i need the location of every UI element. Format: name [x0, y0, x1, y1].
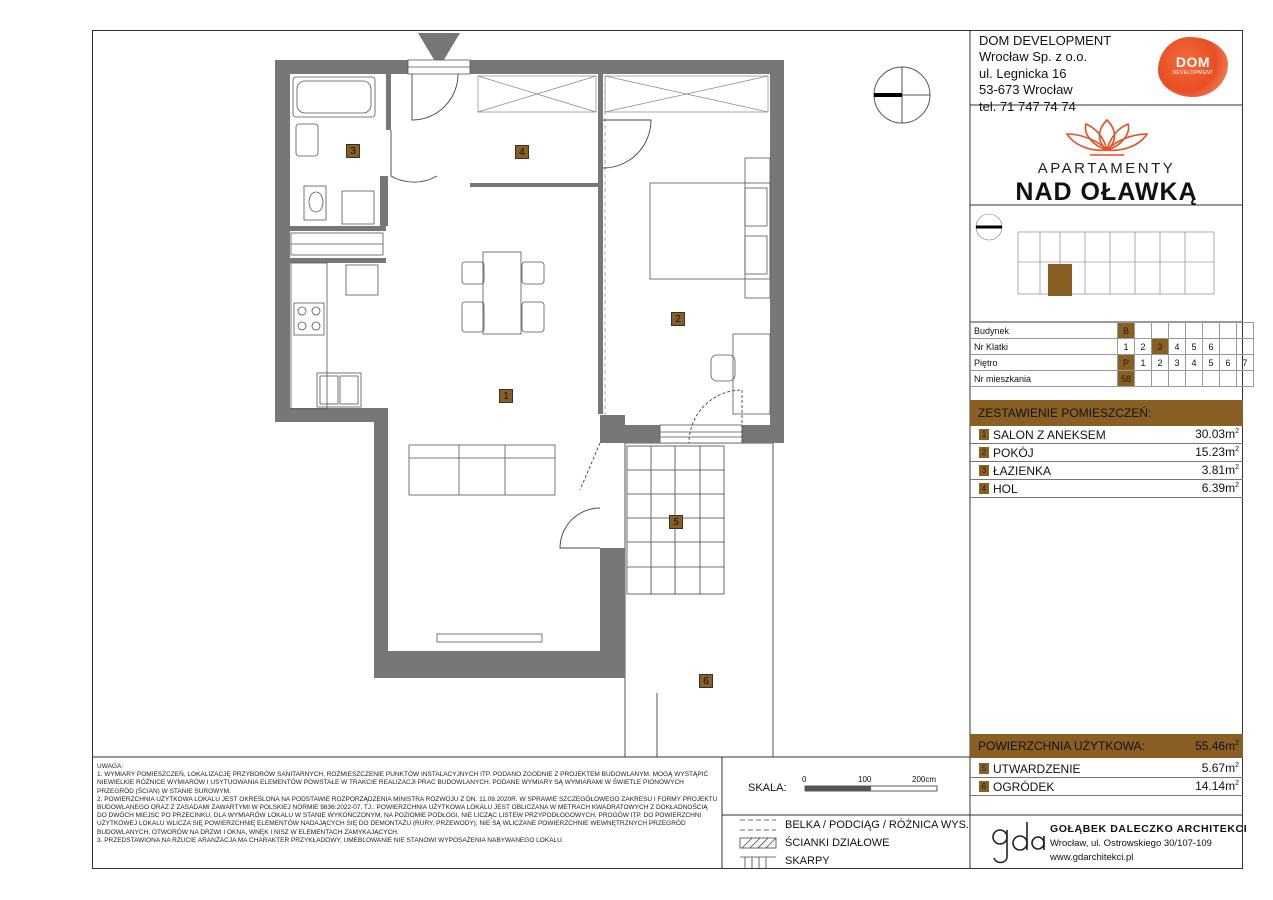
usable-area-label: POWIERZCHNIA UŻYTKOWA: — [978, 739, 1145, 753]
pietro-5: 5 — [1203, 355, 1220, 371]
pietro-p: P — [1118, 355, 1135, 371]
legend-slope: SKARPY — [785, 855, 830, 867]
room-row-3[interactable]: 3 ŁAZIENKA $3.81m^2$ — [970, 462, 1243, 480]
note-2: 2. POWIERZCHNIA UŻYTKOWA LOKALU JEST OKREŚLONA NA PODSTAWIE ROZPORZĄDZENIA MINISTRA ROZWOJU Z DN. 11.09.2020R. W SPRAWIE SZCZEGÓŁOWEGO ZAKRESU I FORMY PROJEKTU BUDOWLANEGO ORAZ Z ZASADAMI ZAWARTYMI W POLSKIEJ NORMIE 9836:2022-07, TJ.: POWIERZCHNIA UŻYTKOWA LOKALU JEST OBLICZANA W METRACH KWADRATOWYCH Z DOKŁADNOŚCIĄ DO DWÓCH MIEJSC PO PRZECINKU, DLA WYMIARÓW LOKALU W STANIE WYKOŃCZONYM, NA POZIOMIE PODŁOGI, NIE LICZĄC LISTEW PRZYPODŁOGOWYCH, PROGÓW ITP. DO POWIERZCHNI UŻYTKOWEJ LOKALU WLICZA SIĘ POWIERZCHNIĘ ELEMENTÓW NADAJĄCYCH SIĘ DO DEMONTAŻU (RURY, PRZEWODY), NIE SĄ WLICZANE POWIERZCHNIE WEWNĘTRZNYCH PRZEGRÓD BUDOWLANYCH, OTWORÓW NA DRZWI I OKNA, WNĘK I NISZ W ELEMENTACH ZAMYKAJĄCYCH. — [97, 795, 718, 836]
extra-area: 5.67m — [1201, 761, 1236, 775]
company-line2: Wrocław Sp. z o.o. — [979, 49, 1088, 65]
legend-partition: ŚCIANKI DZIAŁOWE — [785, 837, 890, 849]
room-num: 4 — [979, 483, 989, 494]
rooms-header-label: ZESTAWIENIE POMIESZCZEŃ: — [978, 406, 1152, 420]
room-tag-6[interactable]: 6 — [699, 674, 713, 688]
scale-tick-100: 100 — [858, 775, 872, 784]
company-street: ul. Legnicka 16 — [979, 65, 1067, 81]
klatka-1: 1 — [1118, 339, 1135, 355]
room-row-2[interactable]: 2 POKÓJ $15.23m^2$ — [970, 444, 1243, 462]
pietro-7: 7 — [1237, 355, 1254, 371]
room-tag-2[interactable]: 2 — [671, 312, 685, 326]
room-area: 6.39m — [1201, 481, 1236, 495]
extra-num: 6 — [979, 781, 989, 792]
room-num: 3 — [979, 465, 989, 476]
sofa — [409, 445, 555, 495]
legend-symbols — [740, 820, 776, 868]
klatka-6: 6 — [1203, 339, 1220, 355]
pietro-4: 4 — [1186, 355, 1203, 371]
room-row-1[interactable]: 1 SALON Z ANEKSEM $30.03m^2$ — [970, 426, 1243, 444]
garden-outline — [625, 443, 773, 757]
room-name: ŁAZIENKA — [993, 464, 1052, 478]
project-name-line2: NAD OŁAWKĄ — [1015, 178, 1198, 206]
logo-subtext: DEVELOPMENT — [1172, 70, 1214, 76]
usable-area-header: POWIERZCHNIA UŻYTKOWA: $55.46m^2$ — [970, 734, 1243, 758]
room-area: 30.03m — [1195, 427, 1236, 441]
pietro-1: 1 — [1135, 355, 1152, 371]
room-name: SALON Z ANEKSEM — [993, 428, 1106, 442]
extra-row-5[interactable]: 5 UTWARDZENIE $5.67m^2$ — [970, 760, 1243, 778]
dom-development-logo — [1158, 37, 1228, 97]
note-1: 1. WYMIARY POMIESZCZEŃ, LOKALIZACJĘ PRZYBORÓW SANITARNYCH, ROZMIESZCZENIE PUNKTÓW INSTALACYJNYCH ITP. PODANO ZGODNIE Z PROJEKTEM BUDOWLANYM. MOGĄ WYSTĄPIĆ NIEWIELKIE RÓŻNICE WYMIARÓW I USYTUOWANIA ELEMENTÓW POWSTAŁE W TRAKCIE REALIZACJI PRAC BUDOWLANYCH. PODANE WYMIARY SĄ WYMIARAMI W ŚWIETLE PIONOWYCH PRZEGRÓD (ŚCIAN) W STANIE SUROWYM. — [97, 771, 709, 795]
klatka-2: 2 — [1135, 339, 1152, 355]
compass — [874, 67, 930, 123]
lotus-logo-icon — [1067, 120, 1147, 155]
notes-block — [97, 763, 719, 845]
logo-text: DOM — [1175, 54, 1211, 70]
room-tag-5[interactable]: 5 — [669, 515, 683, 529]
notes-title: UWAGA: — [97, 763, 124, 770]
room-num: 2 — [979, 447, 989, 458]
gda-logo-icon — [993, 822, 1044, 863]
kitchen-fixtures — [291, 263, 378, 409]
company-address — [979, 33, 1111, 115]
scale-bar — [805, 786, 937, 791]
pietro-3: 3 — [1169, 355, 1186, 371]
location-table — [970, 322, 1254, 387]
extra-area: 14.14m — [1195, 779, 1236, 793]
extra-name: UTWARDZENIE — [993, 762, 1081, 776]
company-name: DOM DEVELOPMENT — [979, 33, 1112, 48]
architect-website[interactable]: www.gdarchitekci.pl — [1050, 852, 1134, 863]
architect-name: GOŁĄBEK DALECZKO ARCHITEKCI — [1050, 823, 1248, 835]
scale-tick-200: 200cm — [912, 775, 937, 784]
room-area: 3.81m — [1201, 463, 1236, 477]
pietro-label: Piętro — [970, 355, 1118, 371]
pietro-6: 6 — [1220, 355, 1237, 371]
bedroom-furniture — [650, 158, 770, 414]
scale-tick-0: 0 — [802, 775, 807, 784]
room-area: 15.23m — [1195, 445, 1236, 459]
room-tag-3[interactable]: 3 — [346, 144, 360, 158]
room-tag-4[interactable]: 4 — [515, 145, 529, 159]
klatka-label: Nr Klatki — [970, 339, 1118, 355]
scale-label: SKALA: — [748, 782, 787, 794]
mieszkanie-value: 58 — [1118, 371, 1135, 387]
legend-beam: BELKA / PODCIĄG / RÓŻNICA WYS. — [785, 819, 969, 831]
room-row-4[interactable]: 4 HOL $6.39m^2$ — [970, 480, 1243, 498]
klatka-4: 4 — [1169, 339, 1186, 355]
budynek-label: Budynek — [970, 323, 1118, 339]
room-num: 1 — [979, 429, 989, 440]
budynek-value: B — [1118, 323, 1135, 339]
mieszkanie-label: Nr mieszkania — [970, 371, 1118, 387]
company-city: 53-673 Wrocław — [979, 82, 1073, 98]
rooms-header — [970, 400, 1243, 426]
room-name: POKÓJ — [993, 446, 1034, 460]
room-name: HOL — [993, 482, 1018, 496]
usable-area-value: 55.46m — [1195, 739, 1236, 753]
extra-row-6[interactable]: 6 OGRÓDEK $14.14m^2$ — [970, 778, 1243, 796]
klatka-3: 3 — [1152, 339, 1169, 355]
klatka-5: 5 — [1186, 339, 1203, 355]
extra-num: 5 — [979, 763, 989, 774]
note-3: 3. PRZEDSTAWIONA NA RZUCIE ARANŻACJA MA CHARAKTER PRZYKŁADOWY, UMEBLOWANIE NIE STANOWI WYPOSAŻENIA NABYWANEGO LOKALU. — [97, 836, 564, 844]
architect-address: Wrocław, ul. Ostrowskiego 30/107-109 — [1050, 838, 1212, 849]
key-plan — [976, 214, 1214, 296]
room-tag-1[interactable]: 1 — [499, 389, 513, 403]
company-phone: tel. 71 747 74 74 — [979, 98, 1076, 114]
project-name-line1: APARTAMENTY — [1037, 160, 1176, 177]
extra-name: OGRÓDEK — [993, 780, 1055, 794]
dining-table — [462, 252, 544, 334]
pietro-2: 2 — [1152, 355, 1169, 371]
